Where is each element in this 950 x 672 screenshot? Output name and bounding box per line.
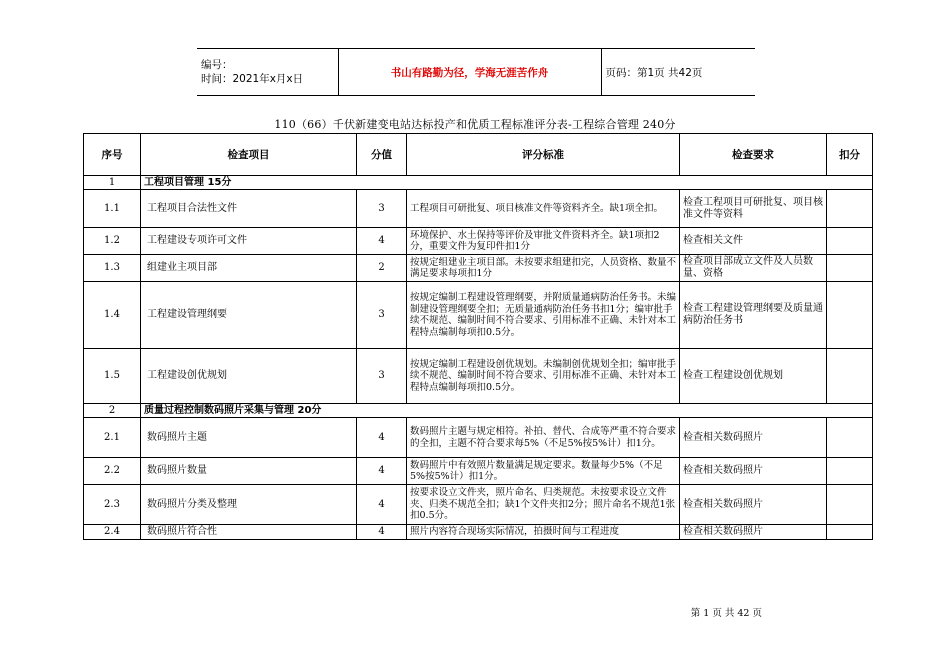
row-standard: 工程项目可研批复、项目核准文件等资料齐全。缺1项全扣。: [407, 190, 680, 228]
row-deduct-cell[interactable]: [827, 418, 873, 458]
column-header-standard: 评分标准: [407, 134, 680, 176]
row-requirement: 检查工程项目可研批复、项目核准文件等资料: [680, 190, 827, 228]
row-standard: 按规定组建业主项目部。未按要求组建扣完，人员资格、数量不满足要求每项扣1分: [407, 255, 680, 282]
row-score: 2: [357, 255, 407, 282]
section-row: [84, 404, 873, 418]
row-requirement: 检查项目部成立文件及人员数量、资格: [680, 255, 827, 282]
table-row: [84, 525, 873, 540]
row-standard: 按规定编制工程建设创优规划。未编制创优规划全扣；编审批手续不规范、编制时间不符合要求、引用标准不正确、未针对本工程特点编制每项扣0.5分。: [407, 349, 680, 404]
row-standard: 数码照片主题与规定相符。补拍、替代、合成等严重不符合要求的全扣，主题不符合要求每5%（不足5%按5%计）扣1分。: [407, 418, 680, 458]
row-item: 数码照片主题: [141, 418, 357, 458]
table-row: [84, 282, 873, 349]
row-deduct-cell[interactable]: [827, 349, 873, 404]
row-item: 数码照片分类及整理: [141, 485, 357, 525]
row-standard: 按要求设立文件夹，照片命名、归类规范。未按要求设立文件夹、归类不规范全扣；缺1个文件夹扣2分；照片命名不规范1张扣0.5分。: [407, 485, 680, 525]
row-score: 3: [357, 349, 407, 404]
header-slogan: 书山有路勤为径，学海无涯苦作舟: [338, 49, 601, 96]
table-header-row: [84, 134, 873, 176]
row-item: 工程建设创优规划: [141, 349, 357, 404]
row-deduct-cell[interactable]: [827, 458, 873, 485]
document-title: 110（66）千伏新建变电站达标投产和优质工程标准评分表-工程综合管理 240分: [274, 118, 676, 131]
row-item: 工程建设专项许可文件: [141, 228, 357, 255]
row-score: 4: [357, 485, 407, 525]
document-date-label: 时间：2021年x月x日: [201, 73, 304, 85]
row-deduct-cell[interactable]: [827, 282, 873, 349]
row-score: 4: [357, 228, 407, 255]
row-standard: 环境保护、水土保持等评价及审批文件资料齐全。缺1项扣2分，重要文件为复印件扣1分: [407, 228, 680, 255]
row-standard: 按规定编制工程建设管理纲要，并附质量通病防治任务书。未编制建设管理纲要全扣；无质量通病防治任务书扣1分；编审批手续不规范、编制时间不符合要求、引用标准不正确、未针对本工程特点编制每项扣0.5分。: [407, 282, 680, 349]
section-number: 1: [84, 176, 141, 190]
column-header-no: 序号: [84, 134, 141, 176]
row-requirement: 检查相关数码照片: [680, 418, 827, 458]
row-requirement: 检查相关文件: [680, 228, 827, 255]
row-number: 1.1: [84, 190, 141, 228]
row-standard: 数码照片中有效照片数量满足规定要求。数量每少5%（不足5%按5%计）扣1分。: [407, 458, 680, 485]
row-item: 工程建设管理纲要: [141, 282, 357, 349]
page-number-label: 页码：第1页 共42页: [601, 49, 755, 96]
row-standard: 照片内容符合现场实际情况，拍摄时间与工程进度: [407, 525, 680, 540]
table-row: [84, 458, 873, 485]
table-row: [84, 255, 873, 282]
column-header-item: 检查项目: [141, 134, 357, 176]
row-requirement: 检查相关数码照片: [680, 525, 827, 540]
row-score: 4: [357, 418, 407, 458]
row-score: 3: [357, 190, 407, 228]
row-item: 数码照片数量: [141, 458, 357, 485]
column-header-deduct: 扣分: [827, 134, 873, 176]
row-score: 4: [357, 525, 407, 540]
row-item: 组建业主项目部: [141, 255, 357, 282]
row-deduct-cell[interactable]: [827, 228, 873, 255]
column-header-requirement: 检查要求: [680, 134, 827, 176]
row-deduct-cell[interactable]: [827, 255, 873, 282]
row-number: 2.1: [84, 418, 141, 458]
row-item: 数码照片符合性: [141, 525, 357, 540]
table-row: [84, 190, 873, 228]
row-deduct-cell[interactable]: [827, 485, 873, 525]
row-number: 2.2: [84, 458, 141, 485]
table-row: [84, 349, 873, 404]
row-item: 工程项目合法性文件: [141, 190, 357, 228]
row-requirement: 检查相关数码照片: [680, 458, 827, 485]
column-header-score: 分值: [357, 134, 407, 176]
row-deduct-cell[interactable]: [827, 190, 873, 228]
row-requirement: 检查工程建设创优规划: [680, 349, 827, 404]
row-number: 2.4: [84, 525, 141, 540]
table-row: [84, 485, 873, 525]
scoring-table: [83, 133, 873, 540]
table-row: [84, 418, 873, 458]
row-score: 3: [357, 282, 407, 349]
row-score: 4: [357, 458, 407, 485]
page-header: [197, 48, 755, 96]
page-footer: 第 1 页 共 42 页: [690, 608, 762, 619]
row-number: 1.3: [84, 255, 141, 282]
header-meta: [197, 49, 338, 96]
row-number: 1.2: [84, 228, 141, 255]
row-number: 2.3: [84, 485, 141, 525]
section-number: 2: [84, 404, 141, 418]
row-requirement: 检查相关数码照片: [680, 485, 827, 525]
document-number-label: 编号：: [201, 59, 233, 71]
section-title: 质量过程控制数码照片采集与管理 20分: [141, 404, 873, 418]
row-number: 1.5: [84, 349, 141, 404]
row-requirement: 检查工程建设管理纲要及质量通病防治任务书: [680, 282, 827, 349]
table-row: [84, 228, 873, 255]
row-number: 1.4: [84, 282, 141, 349]
section-row: [84, 176, 873, 190]
section-title: 工程项目管理 15分: [141, 176, 873, 190]
row-deduct-cell[interactable]: [827, 525, 873, 540]
